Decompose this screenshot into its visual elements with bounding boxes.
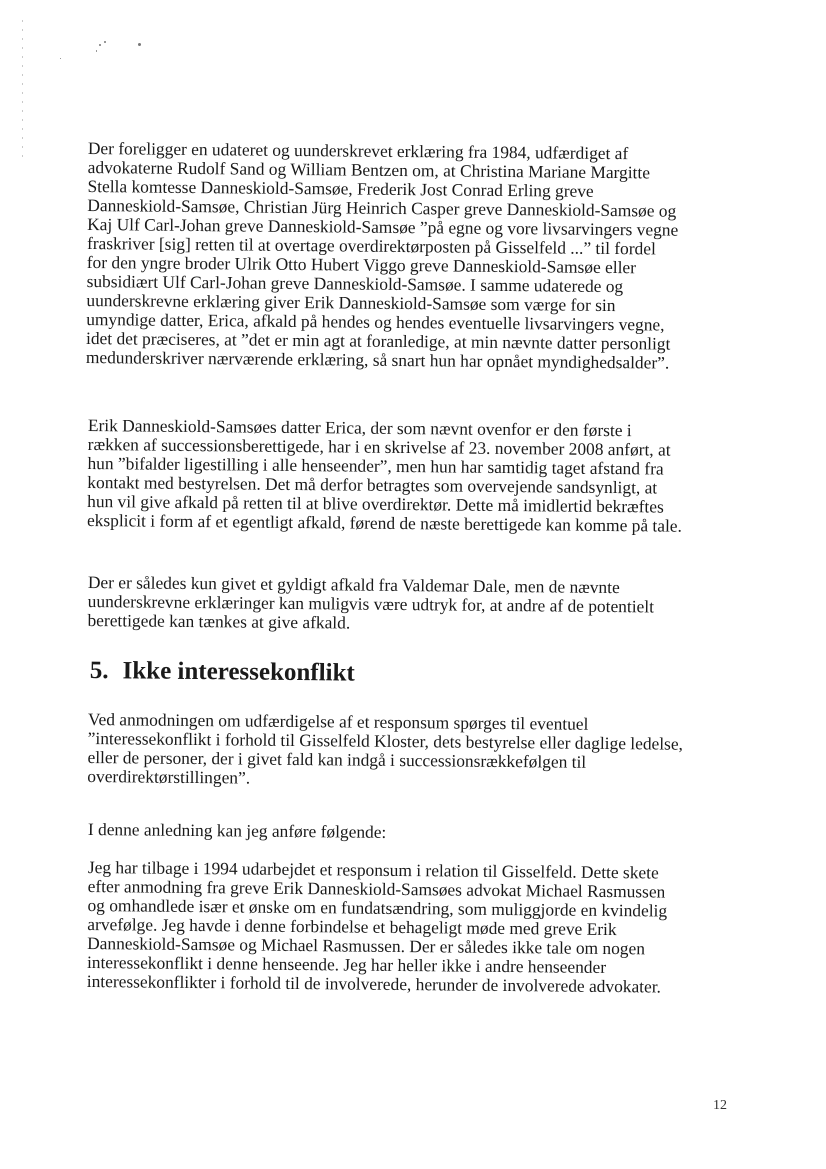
text-line: Der er således kun givet et gyldigt afkald fra Valdemar Dale, men de nævnte — [87, 572, 620, 598]
text-line: efter anmodning fra greve Erik Danneskiold-Samsøes advokat Michael Rasmussen — [87, 875, 666, 902]
text-line: Der foreligger en udateret og uunderskrevet erklæring fra 1984, udfærdiget af — [87, 138, 629, 164]
scan-speck — [60, 58, 61, 59]
paragraph — [87, 573, 760, 636]
paragraph — [87, 858, 760, 997]
text-line: eksplicit i form af et egentligt afkald, førend de næste berettigede kan komme på tale. — [86, 509, 683, 536]
paragraph — [86, 139, 760, 373]
text-line: interessekonflikter i forhold til de involverede, herunder de involverede advokater. — [86, 970, 662, 997]
text-line: interessekonflikt i denne henseende. Jeg har heller ikke i andre henseender — [86, 951, 607, 977]
text-line: Danneskiold-Samsøe og Michael Rasmussen. Der er således ikke tale om nogen — [87, 932, 646, 959]
paragraph — [87, 710, 760, 792]
section-heading — [90, 656, 355, 689]
text-line: eller de personer, der i givet fald kan indgå i successionsrækkefølgen til — [87, 746, 587, 772]
text-line: Danneskiold-Samsøe, Christian Jürg Heinrich Casper greve Danneskiold-Samsøe og — [87, 194, 677, 221]
text-line: Ved anmodningen om udfærdigelse af et responsum spørges til eventuel — [87, 709, 589, 734]
text-line: Jeg har tilbage i 1994 udarbejdet et responsum i relation til Gisselfeld. Dette skete — [87, 857, 659, 883]
paragraph — [88, 820, 760, 845]
text-line: uunderskrevne erklæring giver Erik Danneskiold-Samsøe som værge for sin — [86, 289, 616, 316]
text-line: ”interessekonflikt i forhold til Gisselfeld Kloster, dets bestyrelse eller daglige ledelse, — [87, 727, 684, 754]
scan-speck — [99, 44, 101, 46]
text-line: fraskriver [sig] retten til at overtage overdirektørposten på Gisselfeld ...” til fordel — [86, 232, 656, 259]
scan-speck — [104, 41, 106, 43]
paragraph — [87, 416, 760, 536]
text-line: uunderskrevne erklæringer kan muligvis være udtryk for, at andre af de potentielt — [87, 590, 655, 617]
text-line: Erik Danneskiold-Samsøes datter Erica, der som nævnt ovenfor er den første i — [87, 415, 632, 441]
text-line: arvefølge. Jeg havde i denne forbindelse et behageligt møde med greve Erik — [87, 913, 617, 940]
text-line: idet det præciseres, at ”det er min agt at foranledige, at min nævnte datter personligt — [85, 327, 671, 354]
scan-speck — [138, 43, 141, 46]
text-line: for den yngre broder Ulrik Otto Hubert Viggo greve Danneskiold-Samsøe eller — [86, 251, 637, 278]
text-line: overdirektørstillingen”. — [87, 765, 251, 788]
scan-margin-artifact — [22, 20, 23, 160]
section-number: 5. — [89, 656, 109, 685]
text-line: hun ”bifalder ligestilling i alle henseender”, men hun har samtidig taget afstand fra — [87, 452, 664, 479]
text-line: kontakt med bestyrelsen. Det må derfor betragtes som overvejende sandsynligt, at — [87, 471, 658, 498]
text-line: berettigede kan tænkes at give afkald. — [87, 609, 351, 633]
text-line: I denne anledning kan jeg anføre følgende: — [87, 819, 387, 842]
scan-speck — [96, 50, 97, 52]
text-line: advokaterne Rudolf Sand og William Bentzen om, at Christina Mariane Margitte — [87, 156, 651, 183]
text-line: hun vil give afkald på retten til at blive overdirektør. Dette må imidlertid bekræftes — [87, 490, 664, 517]
text-line: Kaj Ulf Carl-Johan greve Danneskiold-Samsøe ”på egne og vore livsarvingers vegne — [87, 213, 679, 240]
text-line: subsidiært Ulf Carl-Johan greve Danneskiold-Samsøe. I samme udaterede og — [86, 270, 624, 297]
text-line: og omhandlede især et ønske om en fundatsændring, som muliggjorde en kvindelig — [87, 894, 668, 921]
page-number: 12 — [713, 1098, 727, 1113]
text-line: Stella komtesse Danneskiold-Samsøe, Frederik Jost Conrad Erling greve — [87, 175, 594, 201]
text-line: umyndige datter, Erica, afkald på hendes og hendes eventuelle livsarvingers vegne, — [86, 308, 665, 335]
text-line: rækken af successionsberettigede, har i en skrivelse af 23. november 2008 anført, at — [87, 433, 671, 460]
text-line: medunderskriver nærværende erklæring, så snart hun har opnået myndighedsalder”. — [85, 346, 670, 373]
section-title: Ikke interessekonflikt — [122, 657, 355, 687]
